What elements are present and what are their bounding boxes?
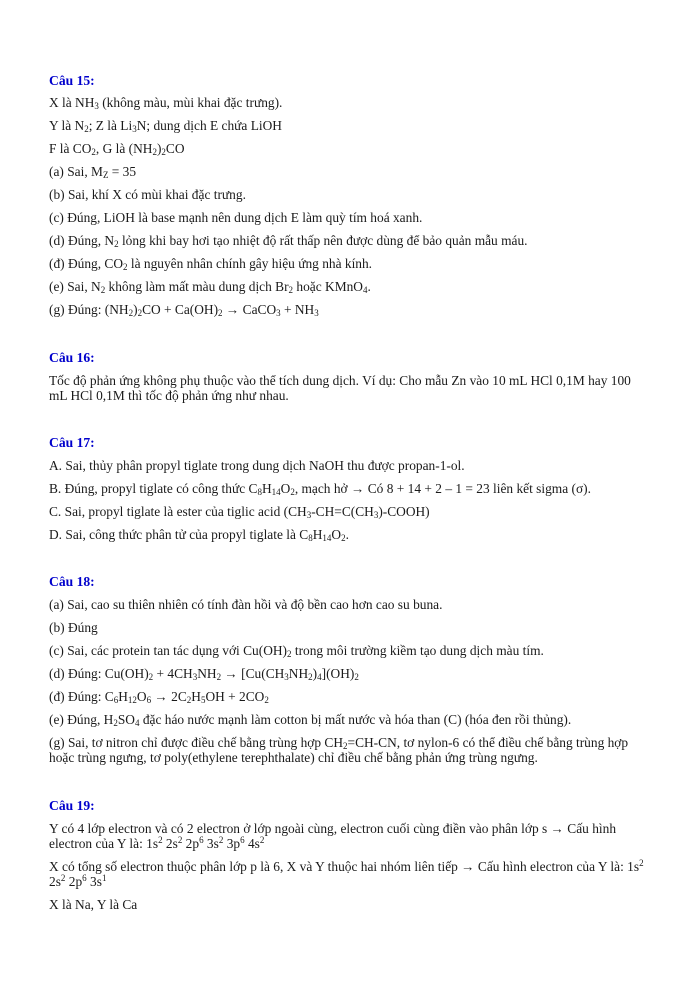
question-17-heading: Câu 17: (49, 435, 95, 450)
question-16-heading: Câu 16: (49, 350, 95, 365)
q17-option-b: B. Đúng, propyl tiglate có công thức $C_8H_{14}O_2$, mạch hở → Có 8 + 14 + 2 – 1 = 23 liên kết sigma (σ). (49, 481, 591, 497)
question-16 (49, 350, 649, 403)
q19-paragraph-2: X có tổng số electron thuộc phân lớp p là 6, X và Y thuộc hai nhóm liên tiếp → Cấu hình electron của Y là: $1s^2$ $2s^2$ $2p^6$ $3s^1$ (49, 858, 644, 889)
q15-item-dd: (đ) Đúng, $CO_2$ là nguyên nhân chính gây hiệu ứng nhà kính. (49, 256, 373, 272)
q19-conclusion: X là Na, Y là Ca (49, 897, 138, 912)
q15-item-g: (g) Đúng: $(NH_2)_2CO + Ca(OH)_2$ → CaCO$_3$ + $NH_3$ (49, 302, 319, 318)
q18-item-dd: (đ) Đúng: $C_6H_{12}O_6 \to 2C_2H_5OH + 2CO_2$ (49, 689, 269, 705)
q18-item-b: (b) Đúng (49, 620, 98, 635)
q17-option-d: D. Sai, công thức phân tử của propyl tiglate là $C_8H_{14}O_2$. (49, 527, 349, 543)
q18-item-e: (e) Đúng, $H_2SO_4$ đặc háo nước mạnh làm cotton bị mất nước và hóa than (C) (hóa đen rồi thủng). (49, 712, 572, 728)
q17-option-a: A. Sai, thủy phân propyl tiglate trong dung dịch NaOH thu được propan-1-ol. (49, 458, 465, 473)
q19-paragraph-1: Y có 4 lớp electron và có 2 electron ở lớp ngoài cùng, electron cuối cùng điền vào phân lớp s → Cấu hình electron của Y là: $1s^2$ $2s^2$ $2p^6$ $3s^2$ $3p^6$ $4s^2$ (49, 821, 617, 851)
q15-item-d: (d) Đúng, $N_2$ lỏng khi bay hơi tạo nhiệt độ rất thấp nên được dùng để bảo quản mẫu máu. (49, 233, 528, 249)
q15-y-line: Y là $N_2$; Z là $Li_3N$; dung dịch E chứa LiOH (49, 118, 282, 134)
question-17 (49, 435, 649, 542)
q15-item-a: (a) Sai, $M_Z = 35$ (49, 164, 137, 180)
q15-f-line: F là $CO_2$, G là $(NH_2)_2CO$ (49, 141, 185, 157)
q15-x-line: X là $NH_3$ (không màu, mùi khai đặc trưng). (49, 95, 283, 111)
q15-item-b: (b) Sai, khí X có mùi khai đặc trưng. (49, 187, 246, 202)
q17-option-c: C. Sai, propyl tiglate là ester của tiglic acid $(CH_3-CH=C(CH_3)-COOH)$ (49, 504, 430, 520)
question-19 (49, 798, 649, 912)
question-15 (49, 73, 649, 317)
question-18-heading: Câu 18: (49, 574, 95, 589)
question-18 (49, 574, 649, 765)
q18-item-d: (d) Đúng: $Cu(OH)_2 + 4CH_3NH_2 \to [Cu(CH_3NH_2)_4](OH)_2$ (49, 666, 359, 682)
q15-item-e: (e) Sai, $N_2$ không làm mất màu dung dịch $Br_2$ hoặc KMnO$_4$. (49, 279, 371, 295)
q18-item-g: (g) Sai, tơ nitron chỉ được điều chế bằng trùng hợp $CH_2=CH-CN$, tơ nylon-6 có thể điều chế bằng trùng hợp hoặc trùng ngưng, tơ poly(ethylene terephthalate) chỉ điều chế bằng phản ứng trùng ngưng. (49, 735, 629, 765)
q18-item-c: (c) Sai, các protein tan tác dụng với $Cu(OH)_2$ trong môi trường kiềm tạo dung dịch màu tím. (49, 643, 544, 659)
q16-text: Tốc độ phản ứng không phụ thuộc vào thể tích dung dịch. Ví dụ: Cho mẫu Zn vào 10 mL HCl 0,1M hay 100 mL HCl 0,1M thì tốc độ phản ứng như nhau. (49, 373, 631, 403)
question-15-heading: Câu 15: (49, 73, 95, 88)
q15-item-c: (c) Đúng, LiOH là base mạnh nên dung dịch E làm quỳ tím hoá xanh. (49, 210, 423, 225)
question-19-heading: Câu 19: (49, 798, 95, 813)
q18-item-a: (a) Sai, cao su thiên nhiên có tính đàn hồi và độ bền cao hơn cao su buna. (49, 597, 443, 612)
